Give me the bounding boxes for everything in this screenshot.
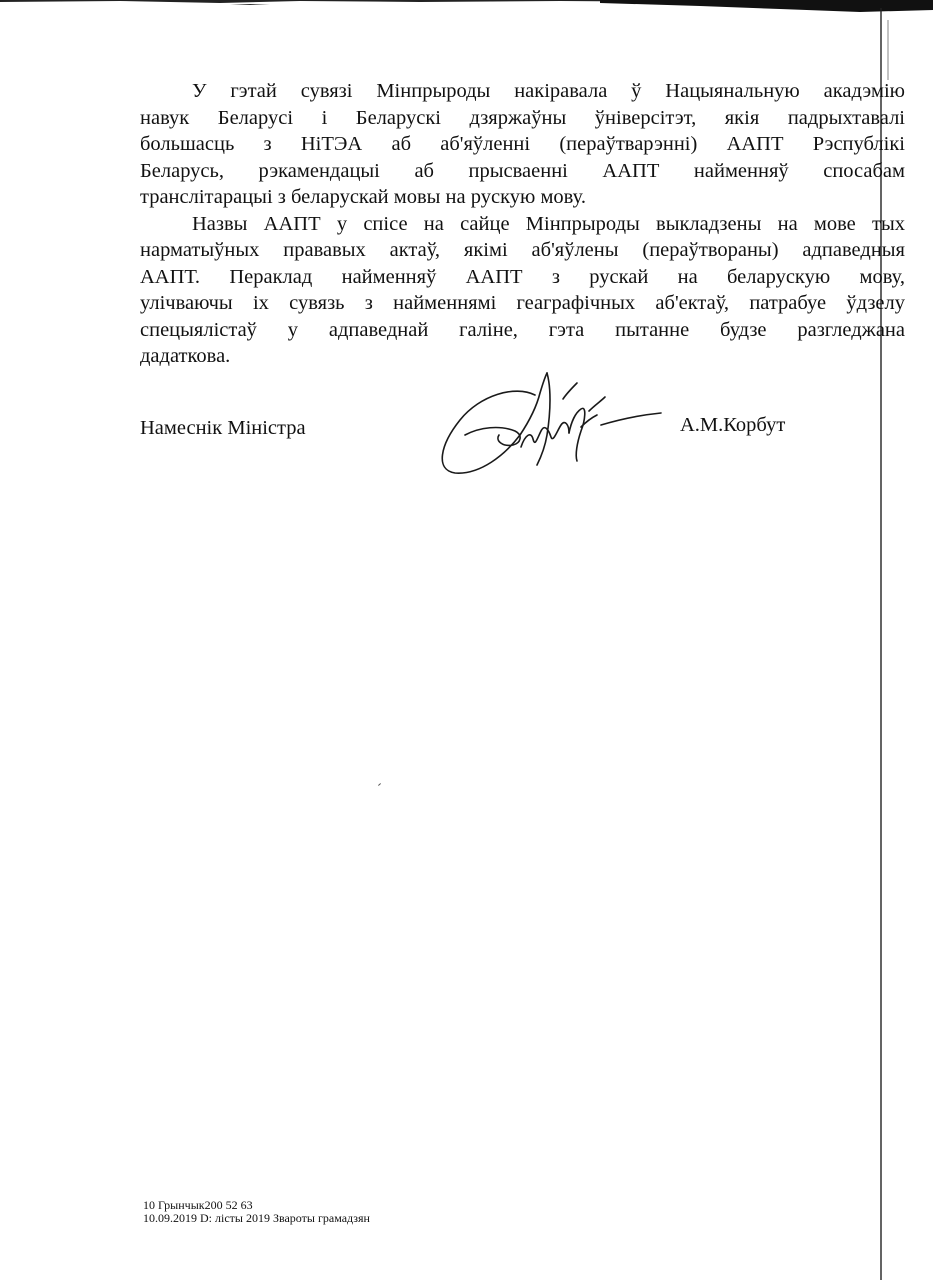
text-line: улічваючы іх сувязь з найменнямі геаграфічных аб'ектаў, патрабуе ўдзелу bbox=[140, 292, 905, 314]
text-line: Беларусь, рэкамендацыі аб прысваенні ААПТ найменняў спосабам bbox=[140, 159, 905, 182]
text-line: ААПТ. Пераклад найменняў ААПТ з рускай на беларускую мову, bbox=[140, 265, 905, 288]
signatory-title: Намеснік Міністра bbox=[140, 417, 306, 439]
signatory-name: А.М.Корбут bbox=[680, 414, 786, 436]
letter-body bbox=[140, 78, 905, 370]
text-line: транслітарацыі з беларускай мовы на рускую мову. bbox=[140, 186, 586, 208]
scan-edge-top bbox=[0, 0, 933, 14]
paragraph-2 bbox=[140, 211, 905, 370]
text-line: Назвы ААПТ у спісе на сайце Мінпрыроды выкладзены на мове тых bbox=[192, 212, 905, 235]
text-line: У гэтай сувязі Мінпрыроды накіравала ў Нацыянальную акадэмію bbox=[192, 80, 905, 102]
scan-speck bbox=[378, 783, 381, 786]
text-line: спецыялістаў у адпаведнай галіне, гэта пытанне будзе разгледжана bbox=[140, 318, 905, 341]
handwritten-signature bbox=[425, 365, 665, 485]
text-line: навук Беларусі і Беларускі дзяржаўны ўніверсітэт, якія падрыхтавалі bbox=[140, 106, 905, 129]
text-line: нарматыўных прававых актаў, якімі аб'яўлены (пераўтвораны) адпаведныя bbox=[140, 239, 905, 261]
text-line: большасць з НіТЭА аб аб'яўленні (пераўтварэнні) ААПТ Рэспублікі bbox=[140, 133, 905, 155]
footer-executor: 10 Грынчык200 52 63 bbox=[143, 1198, 253, 1212]
footer-meta bbox=[143, 1199, 370, 1225]
paragraph-1 bbox=[140, 78, 905, 211]
footer-file-path: 10.09.2019 D: лісты 2019 Звароты грамадзян bbox=[143, 1211, 370, 1225]
text-line: дадаткова. bbox=[140, 345, 231, 367]
